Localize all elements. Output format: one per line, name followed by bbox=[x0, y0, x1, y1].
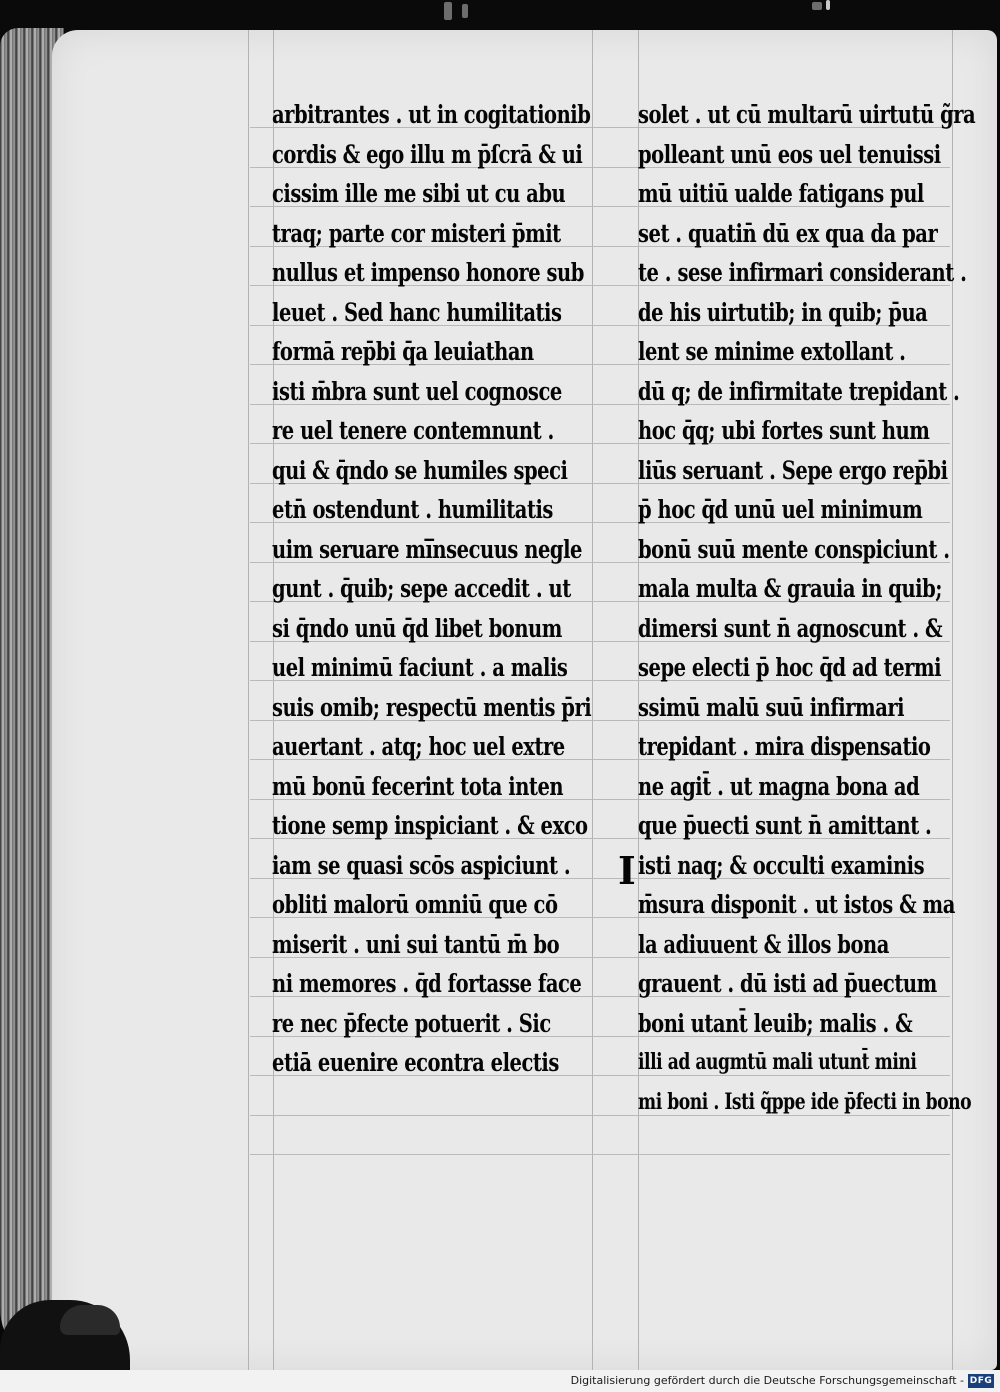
text-line: ssimū malū suū infirmari bbox=[638, 692, 905, 722]
marginal-mark: I bbox=[618, 848, 636, 893]
text-line: liūs seruant . Sepe ergo rep̄bi bbox=[638, 455, 948, 485]
scan-blemish bbox=[462, 4, 468, 18]
text-line: gunt . q̄uib; sepe accedit . ut bbox=[272, 574, 571, 603]
text-line: miserit . uni sui tantū m̄ bo bbox=[272, 929, 560, 959]
text-line: hoc q̄q; ubi fortes sunt hum bbox=[638, 416, 930, 445]
text-line: ni memores . q̄d fortasse face bbox=[272, 969, 582, 998]
text-line: p̄ hoc q̄d unū uel minimum bbox=[638, 495, 923, 524]
text-line: si q̄ndo unū q̄d libet bonum bbox=[272, 613, 562, 643]
text-line: que p̄uecti sunt n̄ amittant . bbox=[638, 811, 932, 840]
text-line: solet . ut cū multarū uirtutū g̃ra bbox=[638, 100, 976, 129]
text-line: nullus et impenso honore sub bbox=[272, 258, 584, 287]
text-line: dimersi sunt n̄ agnoscunt . & bbox=[638, 613, 943, 643]
text-line: polleant unū eos uel tenuissi bbox=[638, 139, 941, 169]
text-column-left bbox=[272, 95, 602, 1083]
ruling-vertical bbox=[248, 30, 249, 1370]
text-line: cissim ille me sibi ut cu abu bbox=[272, 179, 566, 208]
text-line: sepe electi p̄ hoc q̄d ad termi bbox=[638, 653, 942, 682]
text-line: qui & q̄ndo se humiles speci bbox=[272, 455, 568, 485]
scan-blemish bbox=[444, 2, 452, 20]
text-column-right bbox=[638, 95, 976, 1122]
text-line: la adiuuent & illos bona bbox=[638, 929, 889, 959]
text-line: mi boni . Isti q̃ppe ide p̄fecti in bono bbox=[638, 1088, 972, 1115]
text-line: suis omib; respectū mentis p̄ri bbox=[272, 692, 592, 722]
text-line: bonū suū mente conspiciunt . bbox=[638, 534, 950, 564]
text-line: cordis & ego illu m p̄ſcrā & ui bbox=[272, 139, 583, 169]
text-line: m̄sura disponit . ut istos & ma bbox=[638, 890, 955, 919]
text-line: lent se minime extollant . bbox=[638, 337, 906, 366]
text-line: dū q; de infirmitate trepidant . bbox=[638, 376, 960, 406]
text-line: formā rep̄bi q̄a leuiathan bbox=[272, 337, 534, 366]
text-line: isti m̄bra sunt uel cognosce bbox=[272, 376, 562, 406]
text-line: mū bonū fecerint tota inten bbox=[272, 771, 564, 801]
text-line: re nec p̄fecte potuerit . Sic bbox=[272, 1008, 551, 1038]
text-line: grauent . dū isti ad p̄uectum bbox=[638, 969, 937, 998]
funding-credit: Digitalisierung gefördert durch die Deutsche Forschungsgemeinschaft - bbox=[570, 1374, 964, 1387]
text-line: iam se quasi scōs aspiciunt . bbox=[272, 850, 571, 880]
text-line: etiā euenire econtra electis bbox=[272, 1048, 559, 1077]
text-line: trepidant . mira dispensatio bbox=[638, 732, 931, 761]
text-line: re uel tenere contemnunt . bbox=[272, 416, 554, 445]
text-line: illi ad augmtū mali utunt̄ mini bbox=[638, 1049, 917, 1075]
text-line: uim seruare mi̅nsecuus negle bbox=[272, 534, 582, 564]
text-line: auertant . atq; hoc uel extre bbox=[272, 732, 565, 761]
text-line: boni utant̄ leuib; malis . & bbox=[638, 1008, 913, 1038]
text-line: leuet . Sed hanc humilitatis bbox=[272, 297, 562, 327]
scan-blemish bbox=[812, 2, 822, 10]
holder-thumbnail-highlight bbox=[60, 1305, 120, 1335]
text-line: traq; parte cor misteri p̄mit bbox=[272, 218, 561, 248]
text-line: isti naq; & occulti examinis bbox=[638, 850, 925, 880]
text-line: tione semp inspiciant . & exco bbox=[272, 811, 588, 840]
text-line: arbitrantes . ut in cogitationib bbox=[272, 100, 591, 129]
text-line: etn̄ ostendunt . humilitatis bbox=[272, 495, 553, 524]
text-line: mala multa & grauia in quib; bbox=[638, 574, 943, 603]
dfg-logo: DFG bbox=[969, 1376, 993, 1386]
text-line: te . sese infirmari considerant . bbox=[638, 258, 967, 287]
text-line: uel minimū faciunt . a malis bbox=[272, 653, 568, 682]
text-line: set . quatin̄ dū ex qua da par bbox=[638, 218, 938, 248]
text-line: mū uitiū ualde fatigans pul bbox=[638, 179, 924, 208]
text-line: obliti malorū omniū que cō bbox=[272, 890, 558, 919]
text-line: de his uirtutib; in quib; p̄ua bbox=[638, 297, 928, 327]
text-line: ne agit̄ . ut magna bona ad bbox=[638, 771, 920, 801]
scan-blemish bbox=[826, 0, 830, 10]
